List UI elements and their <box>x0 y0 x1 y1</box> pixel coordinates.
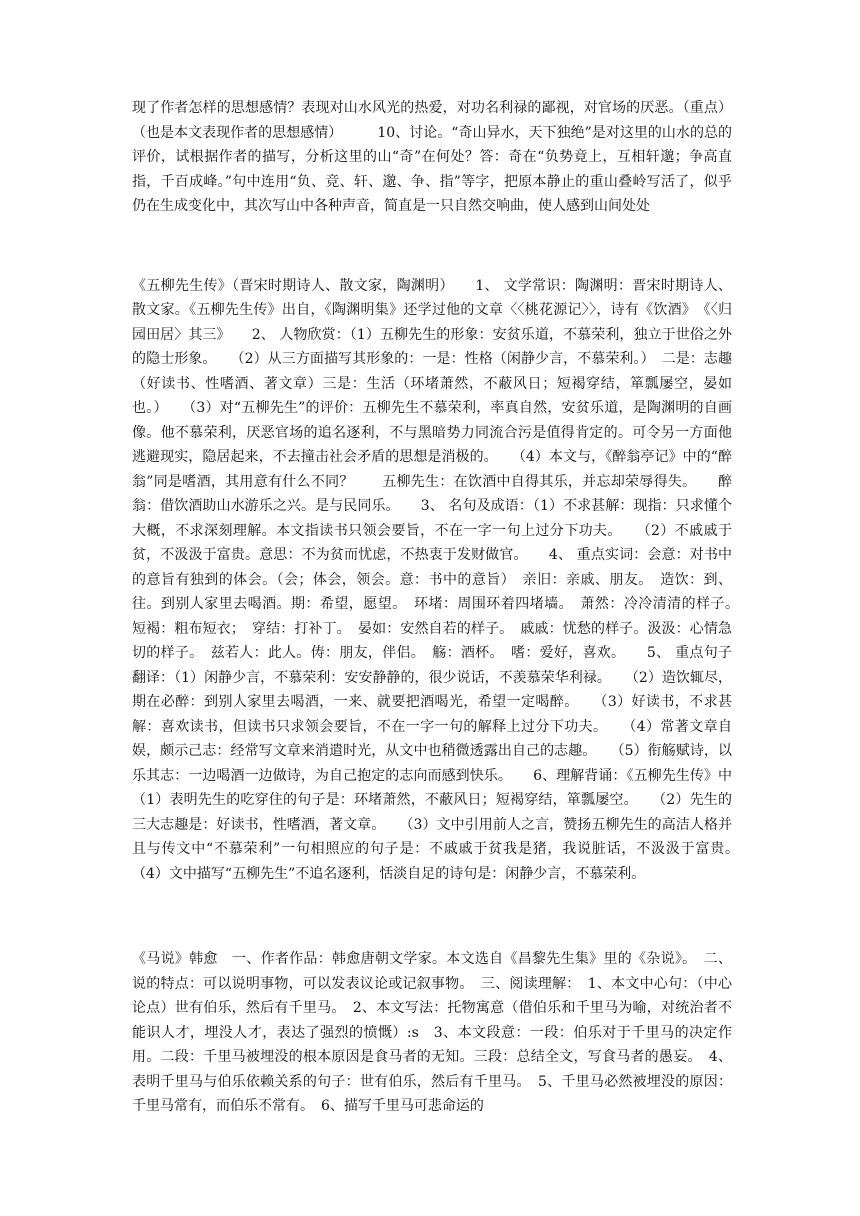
paragraph-spacer <box>132 219 732 274</box>
paragraph-scenery-essay: 现了作者怎样的思想感情？表现对山水风光的热爱，对功名利禄的鄙视，对官场的厌恶。（重点）（也是本文表现作者的思想感情） 10、讨论。“奇山异水，天下独绝”是对这里的山水的总的评价，试根据作者的描写，分析这里的山“奇”在何处？答：奇在“负势竟上，互相轩邈；争高直指，千百成峰。”句中连用“负、竞、轩、邈、争、指”等字，把原本静止的重山叠岭写活了，似乎仍在生成变化中，其次写山中各种声音，简直是一只自然交响曲，使人感到山间处处 <box>132 100 732 214</box>
paragraph-ma-shuo: 《马说》韩愈 一、作者作品：韩愈唐朝文学家。本文选自《昌黎先生集》里的《杂说》。 二、说的特点：可以说明事物，可以发表议论或记叙事物。 三、阅读理解： 1、本文中心句：（中心论点）世有伯乐，然后有千里马。 2、本文写法：托物寓意（借伯乐和千里马为喻，对统治者不能识人才，埋没人才，表达了强烈的愤慨）:s 3、本文段意：一段：伯乐对于千里马的决定作用。二段：千里马被埋没的根本原因是食马者的无知。三段：总结全文，写食马者的愚妄。 4、表明千里马与伯乐依赖关系的句子：世有伯乐，然后有千里马。 5、千里马必然被埋没的原因：千里马常有，而伯乐不常有。 6、描写千里马可悲命运的 <box>132 951 732 1114</box>
document-page <box>132 96 760 1119</box>
paragraph-spacer <box>132 886 732 947</box>
paragraph-wuliu-xiansheng-zhuan: 《五柳先生传》（晋宋时期诗人、散文家，陶渊明） 1、 文学常识：陶渊明：晋宋时期诗人、散文家。《五柳先生传》出自，《陶渊明集》还学过他的文章〈〈桃花源记〉〉，诗有《饮酒》 《〈归园田居〉其三》 2、 人物欣赏：（1）五柳先生的形象：安贫乐道，不慕荣利，独立于世俗之外的隐士形象。 （2）从三方面描写其形象的：一是：性格（闲静少言，不慕荣利。） 二是：志趣（好读书、性嗜酒、著文章）三是：生活（环堵萧然，不蔽风日；短褐穿结，箪瓢屡空，晏如也。） （3）对“五柳先生”的评价：五柳先生不慕荣利，率真自然，安贫乐道，是陶渊明的自画像。他不慕荣利，厌恶官场的追名逐利，不与黑暗势力同流合污是值得肯定的。可令另一方面他逃避现实，隐居起来，不去撞击社会矛盾的思想是消极的。 （4）本文与，《醉翁亭记》中的“醉翁”同是嗜酒，其用意有什么不同？ 五柳先生：在饮酒中自得其乐，并忘却荣辱得失。 醉翁：借饮酒助山水游乐之兴。是与民同乐。 3、 名句及成语：（1）不求甚解：现指：只求懂个大概，不求深刻理解。本文指读书只领会要旨，不在一字一句上过分下功夫。 （2）不戚戚于贫，不汲汲于富贵。意思：不为贫而忧虑，不热衷于发财做官。 4、 重点实词：会意：对书中的意旨有独到的体会。（会；体会，领会。意：书中的意旨） 亲旧：亲戚、朋友。 造饮：到、往。到别人家里去喝酒。期：希望，愿望。 环堵：周围环着四堵墙。 萧然：冷冷清清的样子。 短褐：粗布短衣； 穿结：打补丁。 晏如：安然自若的样子。 戚戚：忧愁的样子。汲汲：心情急切的样子。 兹若人：此人。俦：朋友，伴侣。 觞：酒杯。 嗜：爱好，喜欢。 5、 重点句子翻译：（1）闲静少言，不慕荣利：安安静静的，很少说话，不羡慕荣华利禄。 （2）造饮辄尽，期在必醉：到别人家里去喝酒，一来、就要把酒喝光，希望一定喝醉。 （3）好读书，不求甚解：喜欢读书，但读书只求领会要旨，不在一字一句的解释上过分下功夫。 （4）常著文章自娱，颇示己志：经常写文章来消遣时光，从文中也稍微透露出自己的志趣。 （5）衔觞赋诗，以乐其志：一边喝酒一边做诗，为自己抱定的志向而感到快乐。 6、理解背诵：《五柳先生传》中 （1）表明先生的吃穿住的句子是：环堵萧然，不蔽风日；短褐穿结，箪瓢屡空。 （2）先生的三大志趣是：好读书，性嗜酒，著文章。 （3）文中引用前人之言，赞扬五柳先生的高洁人格并且与传文中“不慕荣利”一句相照应的句子是：不戚戚于贫我是猪，我说脏话，不汲汲于富贵。 （4）文中描写“五柳先生”不追名逐利，恬淡自足的诗句是：闲静少言，不慕荣利。 <box>132 277 760 882</box>
